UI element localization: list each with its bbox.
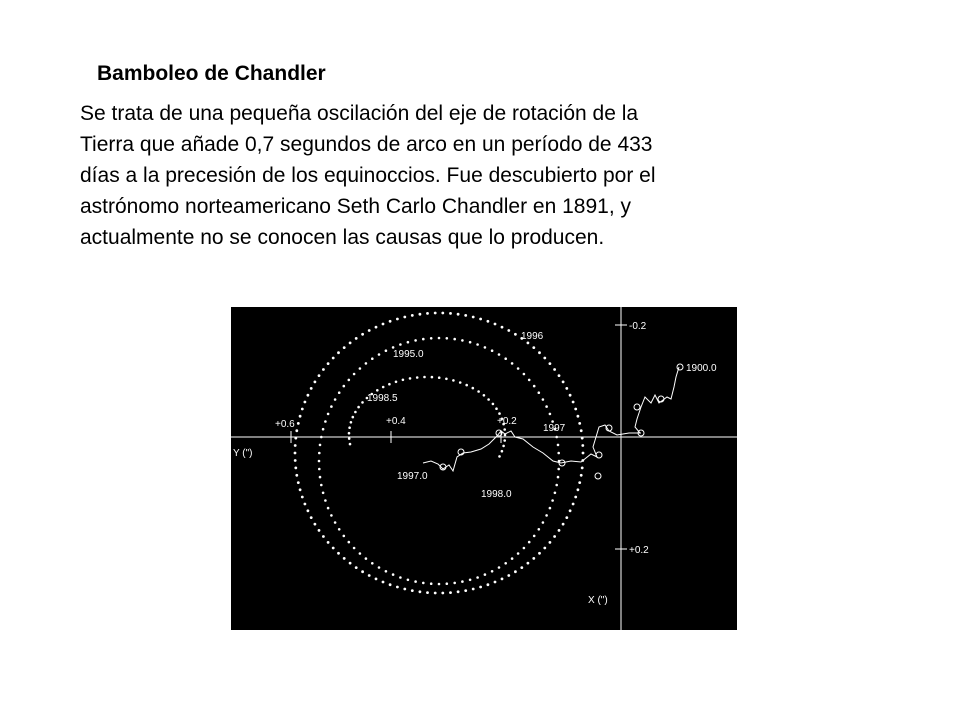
path-dot <box>580 429 583 432</box>
y-tick-label: +0.2 <box>497 416 517 427</box>
path-dot <box>357 406 360 409</box>
path-dot <box>545 514 548 517</box>
path-dot <box>322 368 325 371</box>
path-dot <box>523 547 526 550</box>
y-tick-label: +0.6 <box>275 419 295 430</box>
year-markers <box>440 364 683 479</box>
path-dot <box>382 581 385 584</box>
x-tick-label: +0.2 <box>629 545 649 556</box>
path-dot <box>382 323 385 326</box>
path-dot <box>375 326 378 329</box>
path-dot <box>557 468 560 471</box>
path-dot <box>532 346 535 349</box>
path-dot <box>353 547 356 550</box>
path-dot <box>399 576 402 579</box>
path-dot <box>430 337 433 340</box>
path-dot <box>528 541 531 544</box>
year-label: 1995.0 <box>393 349 424 360</box>
path-dot <box>504 562 507 565</box>
path-dot <box>294 452 297 455</box>
path-dot <box>365 362 368 365</box>
path-dot <box>527 562 530 565</box>
path-dot <box>299 488 302 491</box>
path-dot <box>558 529 561 532</box>
path-dot <box>371 562 374 565</box>
figure-canvas <box>231 307 737 630</box>
path-dot <box>501 578 504 581</box>
path-dot <box>395 381 398 384</box>
path-dot <box>549 413 552 416</box>
path-dot <box>517 552 520 555</box>
path-dot <box>318 460 321 463</box>
year-label: 1997 <box>543 423 566 434</box>
y-axis-label: Y (") <box>233 448 253 459</box>
path-dot <box>378 353 381 356</box>
path-dot <box>301 496 304 499</box>
path-dot <box>299 415 302 418</box>
path-dot <box>459 381 462 384</box>
body-line: días a la precesión de los equinoccios. Fue descubierto por el <box>80 164 656 187</box>
path-dot <box>572 401 575 404</box>
path-dot <box>449 591 452 594</box>
path-dot <box>414 580 417 583</box>
path-dot <box>494 581 497 584</box>
path-dot <box>578 422 581 425</box>
path-dot <box>378 566 381 569</box>
year-label: 1996 <box>521 331 544 342</box>
path-dot <box>355 566 358 569</box>
path-dot <box>318 452 321 455</box>
path-dot <box>382 386 385 389</box>
path-dot <box>419 313 422 316</box>
body-line: actualmente no se conocen las causas que lo producen. <box>80 226 605 249</box>
chandler-wobble-figure <box>231 307 737 630</box>
path-dot <box>338 528 341 531</box>
path-dot <box>295 474 298 477</box>
path-dot <box>502 445 505 448</box>
path-dot <box>494 323 497 326</box>
path-dot <box>469 579 472 582</box>
path-dot <box>389 583 392 586</box>
path-dot <box>330 405 333 408</box>
path-dot <box>330 514 333 517</box>
path-dot <box>528 379 531 382</box>
path-dot <box>441 312 444 315</box>
path-dot <box>538 552 541 555</box>
path-dot <box>337 552 340 555</box>
path-dot <box>507 329 510 332</box>
path-dot <box>392 573 395 576</box>
path-dot <box>503 439 506 442</box>
path-dot <box>334 521 337 524</box>
path-dot <box>487 583 490 586</box>
path-dot <box>549 507 552 510</box>
path-dot <box>343 535 346 538</box>
path-dot <box>479 586 482 589</box>
path-dot <box>396 318 399 321</box>
path-dot <box>402 379 405 382</box>
path-dot <box>368 329 371 332</box>
path-dot <box>409 377 412 380</box>
slide-body <box>80 98 840 253</box>
path-dot <box>348 379 351 382</box>
path-dot <box>465 384 468 387</box>
path-dot <box>354 411 357 414</box>
x-axis-label: X (") <box>588 595 608 606</box>
path-dot <box>314 381 317 384</box>
path-dot <box>334 398 337 401</box>
path-dot <box>574 408 577 411</box>
path-dot <box>479 318 482 321</box>
path-dot <box>569 509 572 512</box>
path-dot <box>411 314 414 317</box>
path-dot <box>324 420 327 423</box>
path-dot <box>498 566 501 569</box>
path-dot <box>554 492 557 495</box>
path-dot <box>464 314 467 317</box>
path-dot <box>501 326 504 329</box>
path-dot <box>320 484 323 487</box>
path-dot <box>545 405 548 408</box>
path-dot <box>562 523 565 526</box>
path-dot <box>538 391 541 394</box>
path-dot <box>581 467 584 470</box>
path-dot <box>318 374 321 377</box>
recent-path-line <box>423 425 641 471</box>
path-dot <box>343 385 346 388</box>
path-dot <box>349 342 352 345</box>
path-dot <box>487 320 490 323</box>
path-dot <box>581 444 584 447</box>
path-dot <box>399 343 402 346</box>
path-dot <box>457 313 460 316</box>
path-dot <box>577 415 580 418</box>
path-dot <box>572 503 575 506</box>
path-dot <box>304 503 307 506</box>
path-dot <box>542 398 545 401</box>
path-dot <box>361 401 364 404</box>
path-dot <box>533 385 536 388</box>
path-dot <box>414 339 417 342</box>
path-dot <box>487 398 490 401</box>
path-dot <box>297 422 300 425</box>
path-dot <box>514 333 517 336</box>
path-dot <box>314 523 317 526</box>
path-dot <box>297 481 300 484</box>
path-dot <box>434 312 437 315</box>
path-dot <box>565 387 568 390</box>
path-dot <box>504 357 507 360</box>
path-dot <box>555 484 558 487</box>
path-dot <box>461 580 464 583</box>
path-dot <box>422 338 425 341</box>
path-dot <box>557 476 560 479</box>
path-dot <box>327 541 330 544</box>
path-dot <box>294 444 297 447</box>
path-dot <box>498 455 501 458</box>
path-dot <box>304 401 307 404</box>
body-line: Tierra que añade 0,7 segundos de arco en un período de 433 <box>80 133 653 156</box>
path-dot <box>361 570 364 573</box>
path-dot <box>348 437 351 440</box>
path-dot <box>569 394 572 397</box>
path-dot <box>445 378 448 381</box>
path-dot <box>349 443 352 446</box>
path-dot <box>359 552 362 555</box>
path-dot <box>419 590 422 593</box>
path-dot <box>511 557 514 560</box>
slide-title: Bamboleo de Chandler <box>97 62 326 85</box>
path-dot <box>438 376 441 379</box>
x-tick-label: -0.2 <box>629 321 647 332</box>
path-dot <box>385 570 388 573</box>
path-dot <box>294 467 297 470</box>
path-dot <box>327 507 330 510</box>
path-dot <box>449 312 452 315</box>
path-dot <box>549 362 552 365</box>
path-dot <box>457 590 460 593</box>
path-dot <box>337 351 340 354</box>
path-dot <box>368 574 371 577</box>
path-dot <box>453 338 456 341</box>
body-line: astrónomo norteamericano Seth Carlo Chandler en 1891, y <box>80 195 631 218</box>
path-dot <box>318 529 321 532</box>
path-dot <box>295 429 298 432</box>
path-dot <box>461 339 464 342</box>
path-dot <box>407 341 410 344</box>
path-dot <box>438 583 441 586</box>
path-dot <box>476 576 479 579</box>
path-dot <box>514 570 517 573</box>
path-dot <box>498 412 501 415</box>
year-label: 1997.0 <box>397 471 428 482</box>
path-dot <box>503 428 506 431</box>
path-dot <box>294 459 297 462</box>
path-dot <box>319 444 322 447</box>
path-dot <box>301 408 304 411</box>
path-dot <box>353 373 356 376</box>
path-dot <box>343 557 346 560</box>
path-dot <box>359 367 362 370</box>
path-dot <box>472 316 475 319</box>
path-dot <box>511 362 514 365</box>
path-dot <box>348 541 351 544</box>
path-dot <box>310 516 313 519</box>
path-dot <box>476 343 479 346</box>
path-dot <box>464 589 467 592</box>
path-dot <box>452 379 455 382</box>
path-dot <box>332 357 335 360</box>
year-label: 1900.0 <box>686 363 717 374</box>
path-dot <box>501 450 504 453</box>
longterm-path-line <box>635 367 679 433</box>
path-dot <box>441 592 444 595</box>
path-dot <box>349 562 352 565</box>
path-dot <box>423 376 426 379</box>
path-dot <box>533 535 536 538</box>
path-dot <box>578 481 581 484</box>
path-dot <box>577 488 580 491</box>
path-dot <box>543 547 546 550</box>
path-dot <box>355 337 358 340</box>
path-dot <box>389 320 392 323</box>
path-dot <box>371 357 374 360</box>
y-tick-label: +0.4 <box>386 416 406 427</box>
path-dot <box>438 337 441 340</box>
path-dot <box>446 337 449 340</box>
path-dot <box>565 516 568 519</box>
path-dot <box>430 582 433 585</box>
path-dot <box>426 591 429 594</box>
path-dot <box>558 374 561 377</box>
path-dot <box>307 509 310 512</box>
path-dot <box>332 547 335 550</box>
path-dot <box>498 353 501 356</box>
path-dot <box>307 394 310 397</box>
path-dot <box>318 468 321 471</box>
path-dot <box>348 426 351 429</box>
path-dot <box>327 362 330 365</box>
path-dot <box>426 312 429 315</box>
path-dot <box>396 586 399 589</box>
path-dot <box>350 421 353 424</box>
path-dot <box>453 582 456 585</box>
path-dot <box>491 570 494 573</box>
path-dot <box>422 582 425 585</box>
path-dot <box>388 383 391 386</box>
path-dot <box>472 387 475 390</box>
path-dot <box>495 407 498 410</box>
path-dot <box>562 381 565 384</box>
path-dot <box>376 389 379 392</box>
path-dot <box>472 588 475 591</box>
path-dot <box>523 373 526 376</box>
path-dot <box>403 316 406 319</box>
path-dot <box>446 582 449 585</box>
path-dot <box>542 521 545 524</box>
path-dot <box>477 390 480 393</box>
path-dot <box>310 387 313 390</box>
path-dot <box>327 413 330 416</box>
path-dot <box>361 333 364 336</box>
path-dot <box>407 579 410 582</box>
path-dot <box>483 394 486 397</box>
path-dot <box>582 452 585 455</box>
path-dot <box>492 403 495 406</box>
path-dot <box>338 391 341 394</box>
path-dot <box>532 557 535 560</box>
path-dot <box>469 341 472 344</box>
path-dot <box>322 492 325 495</box>
path-dot <box>543 357 546 360</box>
path-dot <box>538 351 541 354</box>
path-dot <box>348 432 351 435</box>
path-dot <box>322 428 325 431</box>
year-label: 1998.5 <box>367 393 398 404</box>
path-dot <box>434 592 437 595</box>
path-dot <box>484 346 487 349</box>
dotted-paths <box>294 312 585 595</box>
path-dot <box>580 474 583 477</box>
path-dot <box>553 535 556 538</box>
path-dot <box>553 368 556 371</box>
path-dot <box>411 589 414 592</box>
path-dot <box>517 367 520 370</box>
path-dot <box>557 452 560 455</box>
path-dot <box>319 476 322 479</box>
path-dot <box>324 499 327 502</box>
path-dot <box>385 349 388 352</box>
path-dot <box>375 578 378 581</box>
body-line: Se trata de una pequeña oscilación del eje de rotación de la <box>80 102 639 125</box>
path-dot <box>549 541 552 544</box>
path-dot <box>491 349 494 352</box>
path-dot <box>551 499 554 502</box>
path-dot <box>538 528 541 531</box>
path-dot <box>322 535 325 538</box>
path-dot <box>343 346 346 349</box>
path-dot <box>507 574 510 577</box>
path-dot <box>365 557 368 560</box>
path-dot <box>557 444 560 447</box>
path-dot <box>416 376 419 379</box>
path-dot <box>484 573 487 576</box>
path-dot <box>574 496 577 499</box>
year-label: 1998.0 <box>481 489 512 500</box>
path-dot <box>520 566 523 569</box>
path-dot <box>352 416 355 419</box>
path-dot <box>403 588 406 591</box>
path-dot <box>431 376 434 379</box>
